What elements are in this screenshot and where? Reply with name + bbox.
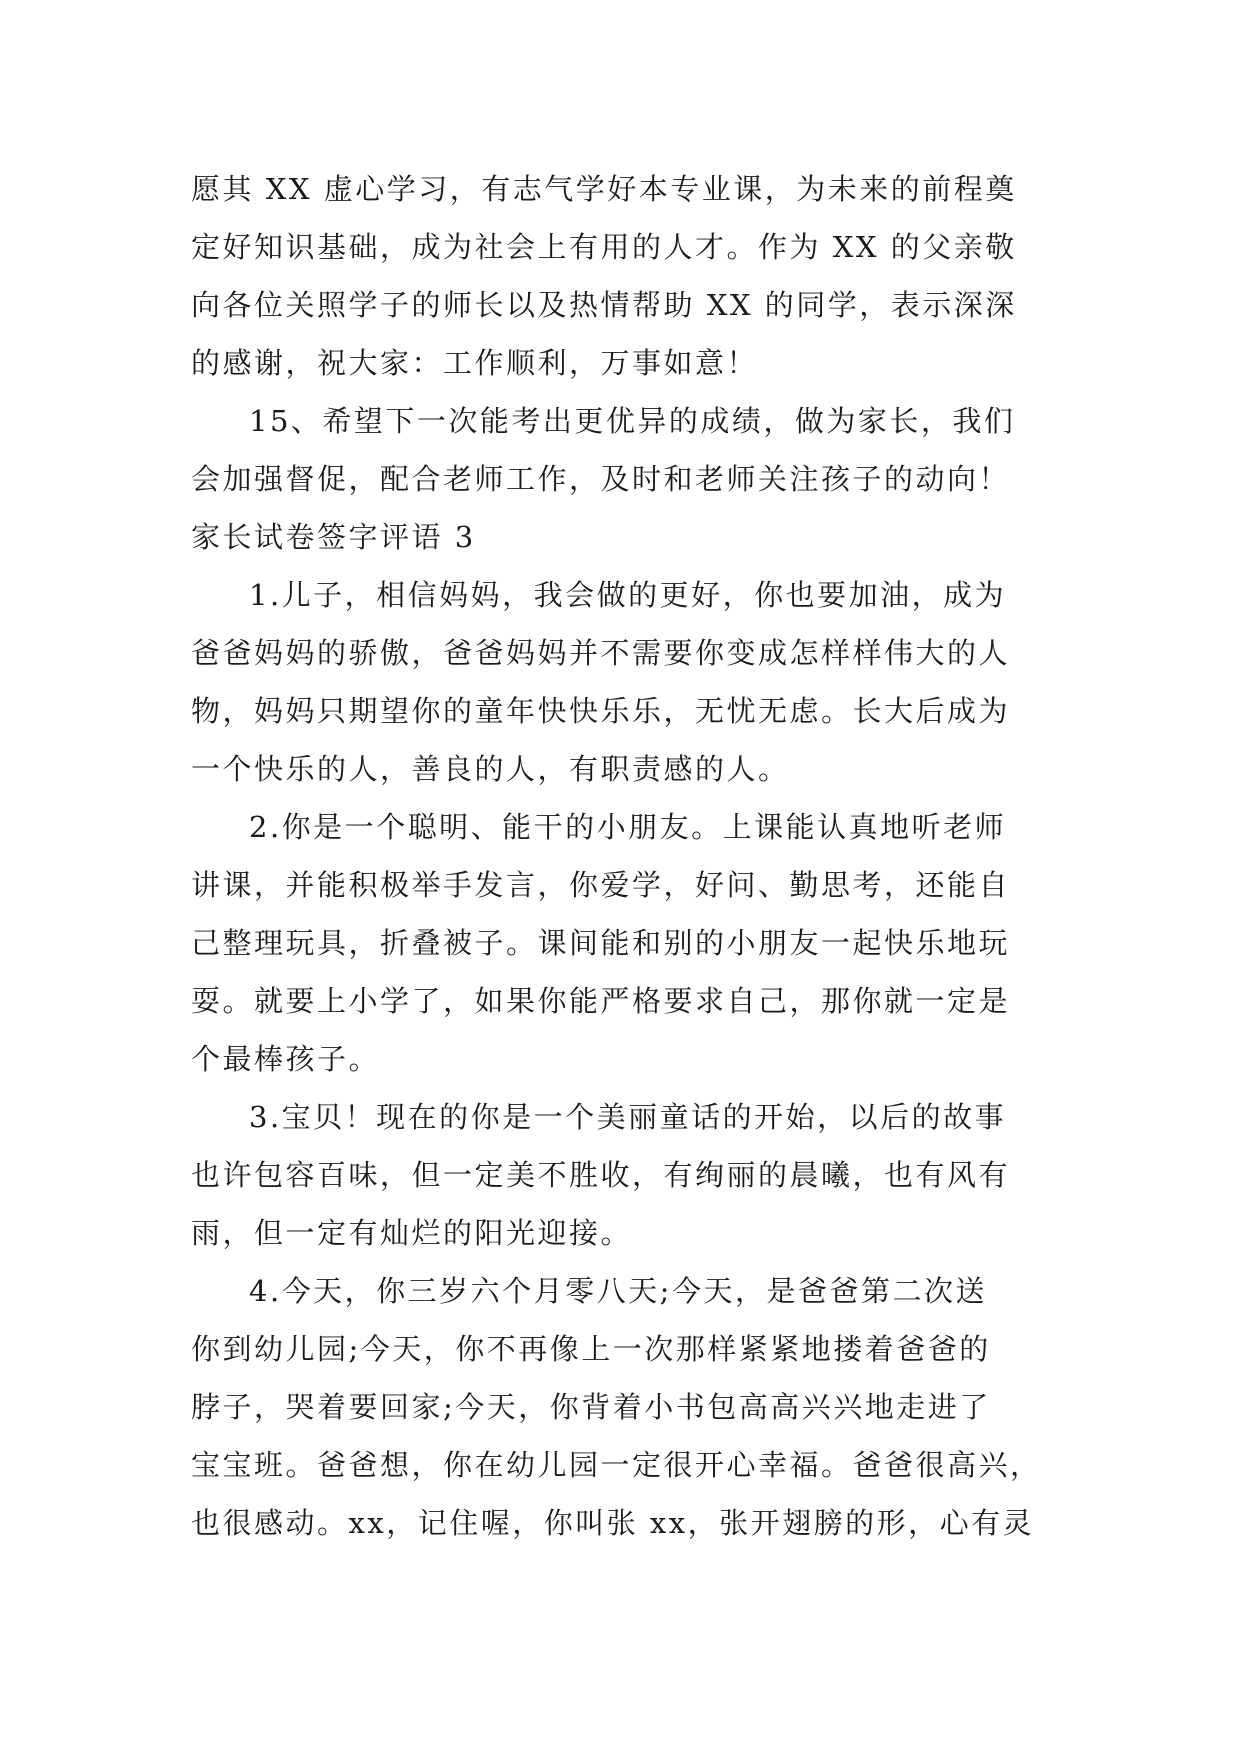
text-line: 耍。就要上小学了，如果你能严格要求自己，那你就一定是 (191, 984, 1011, 1018)
text-line: 也许包容百味，但一定美不胜收，有绚丽的晨曦，也有风有 (191, 1158, 1011, 1192)
text-line: 己整理玩具，折叠被子。课间能和别的小朋友一起快乐地玩 (191, 926, 1011, 960)
text-line: 你到幼儿园;今天，你不再像上一次那样紧紧地搂着爸爸的 (191, 1332, 991, 1366)
paragraph-start-3: 3.宝贝！现在的你是一个美丽童话的开始，以后的故事 (249, 1100, 1007, 1134)
text-line: 雨，但一定有灿烂的阳光迎接。 (191, 1216, 633, 1250)
text-line: 会加强督促，配合老师工作，及时和老师关注孩子的动向！ (191, 462, 1011, 496)
paragraph-start-1: 1.儿子，相信妈妈，我会做的更好，你也要加油，成为 (249, 578, 1007, 612)
text-line: 脖子，哭着要回家;今天，你背着小书包高高兴兴地走进了 (191, 1390, 991, 1424)
text-line: 向各位关照学子的师长以及热情帮助 XX 的同学，表示深深 (191, 288, 1017, 322)
text-line: 也很感动。xx，记住喔，你叫张 xx，张开翅膀的形，心有灵 (191, 1506, 1035, 1540)
text-line: 讲课，并能积极举手发言，你爱学，好问、勤思考，还能自 (191, 868, 1011, 902)
paragraph-start-2: 2.你是一个聪明、能干的小朋友。上课能认真地听老师 (249, 810, 1007, 844)
text-line: 定好知识基础，成为社会上有用的人才。作为 XX 的父亲敬 (191, 230, 1017, 264)
paragraph-start-4: 4.今天，你三岁六个月零八天;今天，是爸爸第二次送 (249, 1274, 987, 1308)
text-line: 一个快乐的人，善良的人，有职责感的人。 (191, 752, 790, 786)
text-line: 个最棒孩子。 (191, 1042, 381, 1076)
text-line: 物，妈妈只期望你的童年快快乐乐，无忧无虑。长大后成为 (191, 694, 1011, 728)
text-line: 的感谢，祝大家：工作顺利，万事如意！ (191, 346, 759, 380)
text-line: 宝宝班。爸爸想，你在幼儿园一定很开心幸福。爸爸很高兴， (191, 1448, 1042, 1482)
paragraph-start-15: 15、希望下一次能考出更优异的成绩，做为家长，我们 (249, 404, 1016, 438)
text-line: 愿其 XX 虚心学习，有志气学好本专业课，为未来的前程奠 (191, 172, 1017, 206)
text-line: 爸爸妈妈的骄傲，爸爸妈妈并不需要你变成怎样样伟大的人 (191, 636, 1011, 670)
section-heading: 家长试卷签字评语 3 (191, 520, 476, 554)
document-body (191, 160, 1049, 1552)
